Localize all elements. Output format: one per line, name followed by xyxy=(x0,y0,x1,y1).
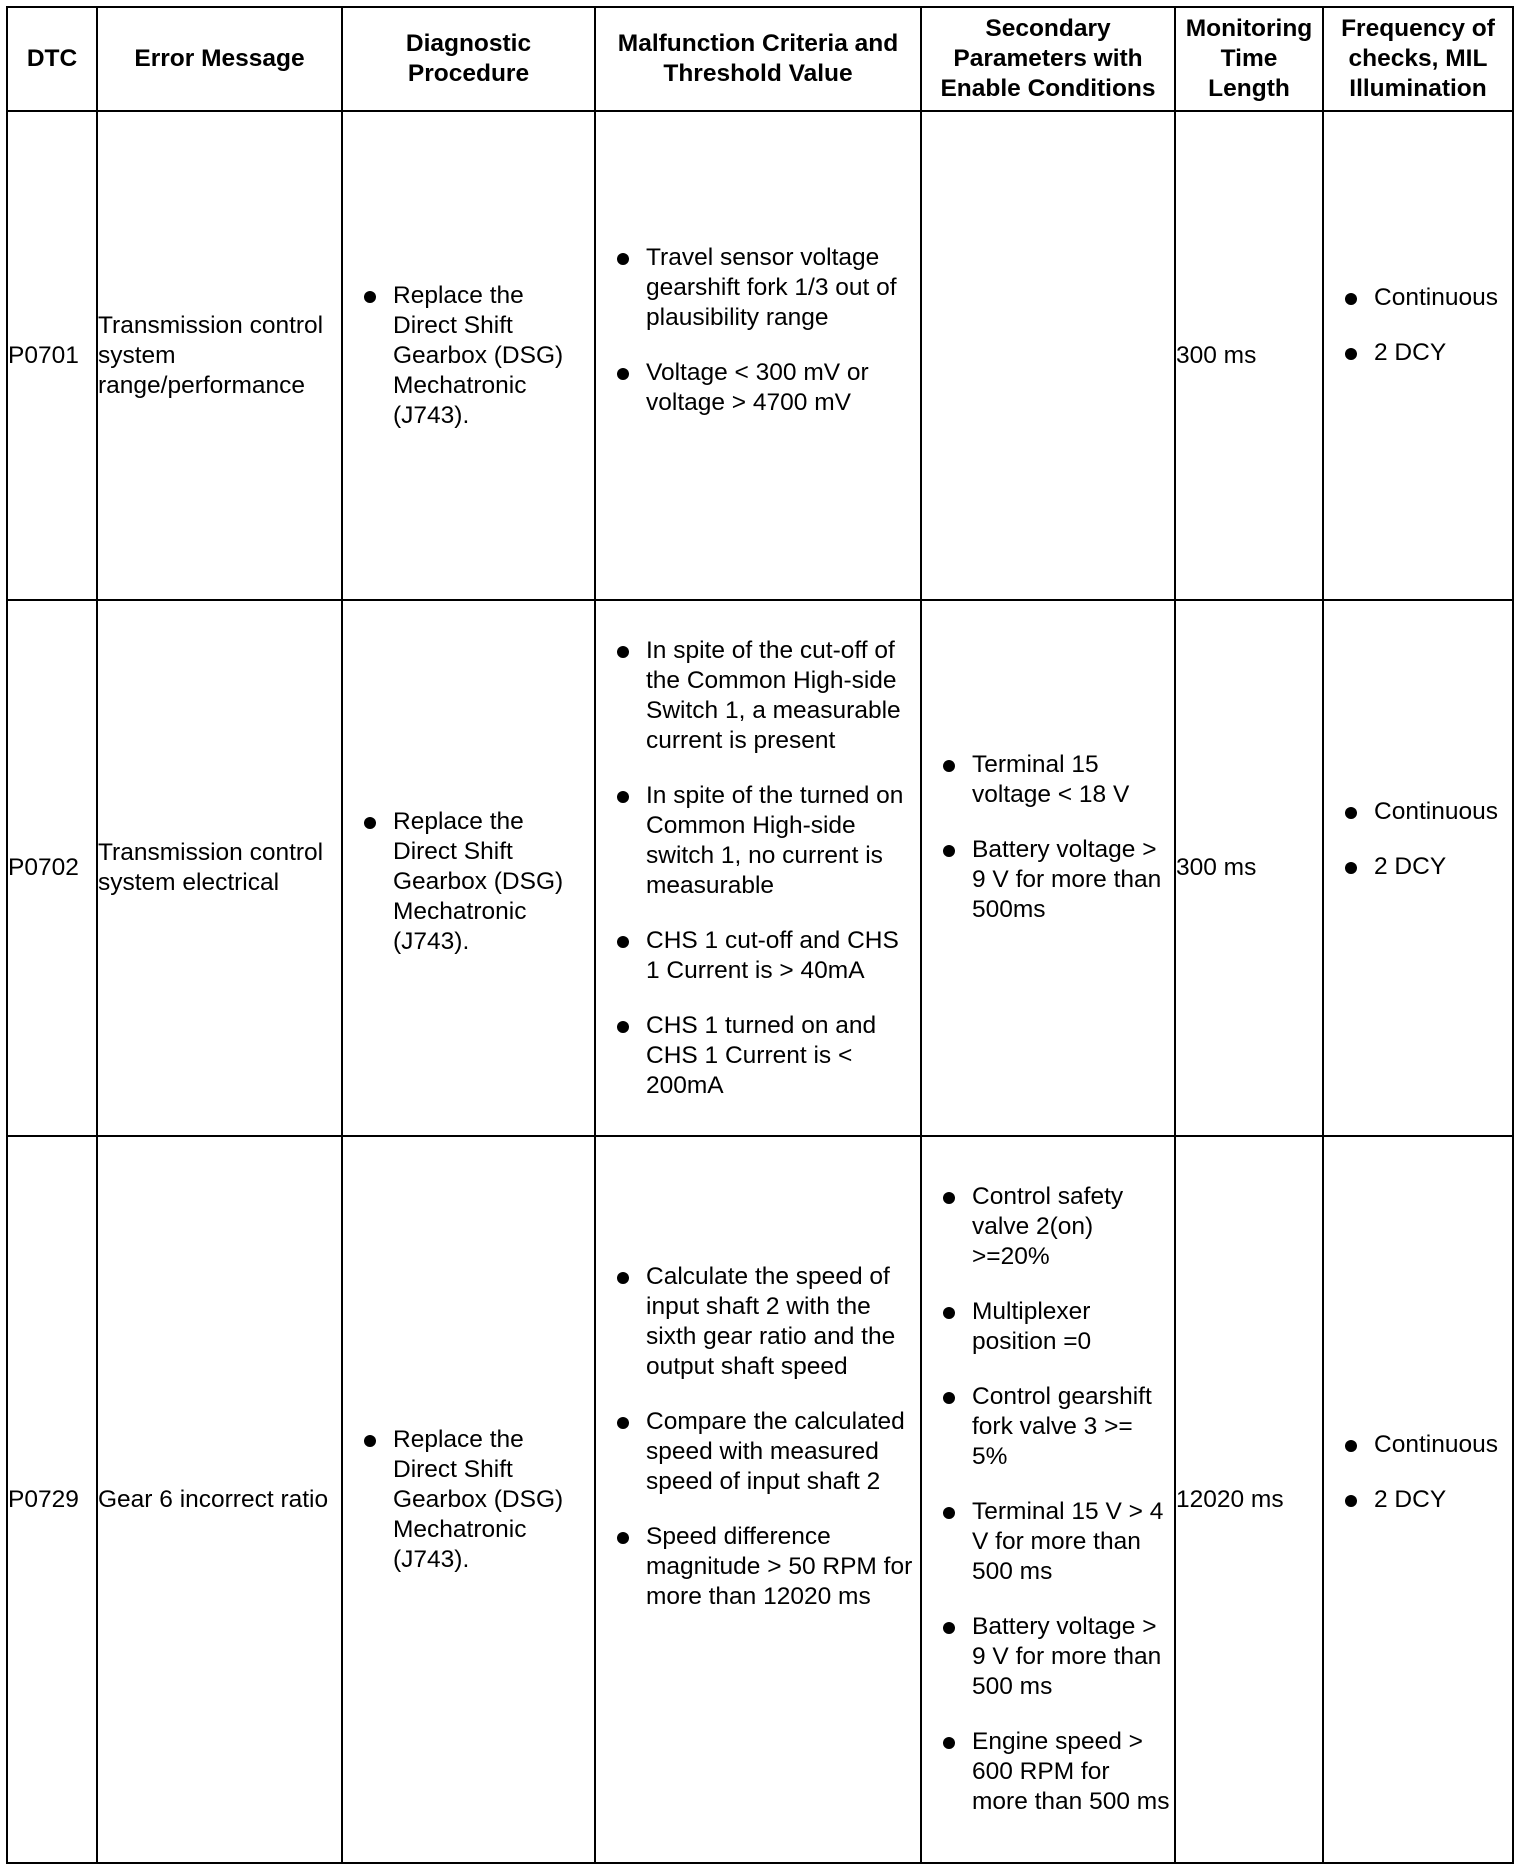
dtc-code: P0702 xyxy=(7,600,97,1136)
frequency xyxy=(1323,111,1513,600)
list-item: Terminal 15 V > 4 V for more than 500 ms xyxy=(972,1497,1172,1587)
error-message: Gear 6 incorrect ratio xyxy=(97,1136,342,1863)
list-item: Engine speed > 600 RPM for more than 500 ms xyxy=(972,1727,1172,1817)
malfunction-criteria xyxy=(595,1136,921,1863)
list-item: 2 DCY xyxy=(1374,852,1508,882)
dtc-table xyxy=(6,6,1514,1864)
malfunction-criteria xyxy=(595,111,921,600)
list-item: 2 DCY xyxy=(1374,338,1508,368)
list-item: Battery voltage > 9 V for more than 500ms xyxy=(972,835,1172,925)
list-item: In spite of the cut-off of the Common High-side Switch 1, a measurable current is present xyxy=(646,636,916,756)
header-diagnostic-procedure: Diagnostic Procedure xyxy=(342,7,595,111)
monitoring-time: 12020 ms xyxy=(1175,1136,1323,1863)
list-item: Voltage < 300 mV or voltage > 4700 mV xyxy=(646,358,916,418)
header-monitoring-time: Monitoring Time Length xyxy=(1175,7,1323,111)
header-row xyxy=(7,7,1513,111)
list-item: Compare the calculated speed with measured speed of input shaft 2 xyxy=(646,1407,916,1497)
list-item: Travel sensor voltage gearshift fork 1/3 out of plausibility range xyxy=(646,243,916,333)
list-item: CHS 1 cut-off and CHS 1 Current is > 40mA xyxy=(646,926,916,986)
secondary-parameters xyxy=(921,111,1175,600)
malfunction-criteria-list xyxy=(596,636,920,1101)
list-item: Replace the Direct Shift Gearbox (DSG) Mechatronic (J743). xyxy=(393,1425,590,1575)
list-item: Battery voltage > 9 V for more than 500 ms xyxy=(972,1612,1172,1702)
malfunction-criteria-list xyxy=(596,1262,920,1612)
error-message: Transmission control system range/performance xyxy=(97,111,342,600)
secondary-parameters-list xyxy=(922,1182,1174,1817)
monitoring-time: 300 ms xyxy=(1175,111,1323,600)
list-item: Control gearshift fork valve 3 >= 5% xyxy=(972,1382,1172,1472)
header-frequency: Frequency of checks, MIL Illumination xyxy=(1323,7,1513,111)
malfunction-criteria-list xyxy=(596,243,920,418)
dtc-code: P0729 xyxy=(7,1136,97,1863)
list-item: 2 DCY xyxy=(1374,1485,1508,1515)
list-item: CHS 1 turned on and CHS 1 Current is < 200mA xyxy=(646,1011,916,1101)
diagnostic-procedure-list xyxy=(343,807,594,957)
secondary-parameters xyxy=(921,600,1175,1136)
frequency-list xyxy=(1324,797,1512,882)
frequency xyxy=(1323,1136,1513,1863)
secondary-parameters xyxy=(921,1136,1175,1863)
error-message: Transmission control system electrical xyxy=(97,600,342,1136)
list-item: Continuous xyxy=(1374,283,1508,313)
list-item: Calculate the speed of input shaft 2 with the sixth gear ratio and the output shaft speed xyxy=(646,1262,916,1382)
diagnostic-procedure xyxy=(342,111,595,600)
list-item: In spite of the turned on Common High-side switch 1, no current is measurable xyxy=(646,781,916,901)
header-malfunction-criteria: Malfunction Criteria and Threshold Value xyxy=(595,7,921,111)
list-item: Replace the Direct Shift Gearbox (DSG) Mechatronic (J743). xyxy=(393,807,590,957)
list-item: Speed difference magnitude > 50 RPM for more than 12020 ms xyxy=(646,1522,916,1612)
table-row xyxy=(7,600,1513,1136)
table-row xyxy=(7,1136,1513,1863)
diagnostic-procedure-list xyxy=(343,1425,594,1575)
list-item: Continuous xyxy=(1374,797,1508,827)
malfunction-criteria xyxy=(595,600,921,1136)
list-item: Terminal 15 voltage < 18 V xyxy=(972,750,1172,810)
frequency-list xyxy=(1324,283,1512,368)
diagnostic-procedure xyxy=(342,600,595,1136)
header-secondary-parameters: Secondary Parameters with Enable Conditions xyxy=(921,7,1175,111)
list-item: Multiplexer position =0 xyxy=(972,1297,1172,1357)
frequency-list xyxy=(1324,1430,1512,1515)
dtc-code: P0701 xyxy=(7,111,97,600)
frequency xyxy=(1323,600,1513,1136)
diagnostic-procedure xyxy=(342,1136,595,1863)
monitoring-time: 300 ms xyxy=(1175,600,1323,1136)
diagnostic-procedure-list xyxy=(343,281,594,431)
table-row xyxy=(7,111,1513,600)
secondary-parameters-list xyxy=(922,750,1174,925)
header-dtc: DTC xyxy=(7,7,97,111)
list-item: Replace the Direct Shift Gearbox (DSG) Mechatronic (J743). xyxy=(393,281,590,431)
list-item: Control safety valve 2(on) >=20% xyxy=(972,1182,1172,1272)
list-item: Continuous xyxy=(1374,1430,1508,1460)
header-error-message: Error Message xyxy=(97,7,342,111)
